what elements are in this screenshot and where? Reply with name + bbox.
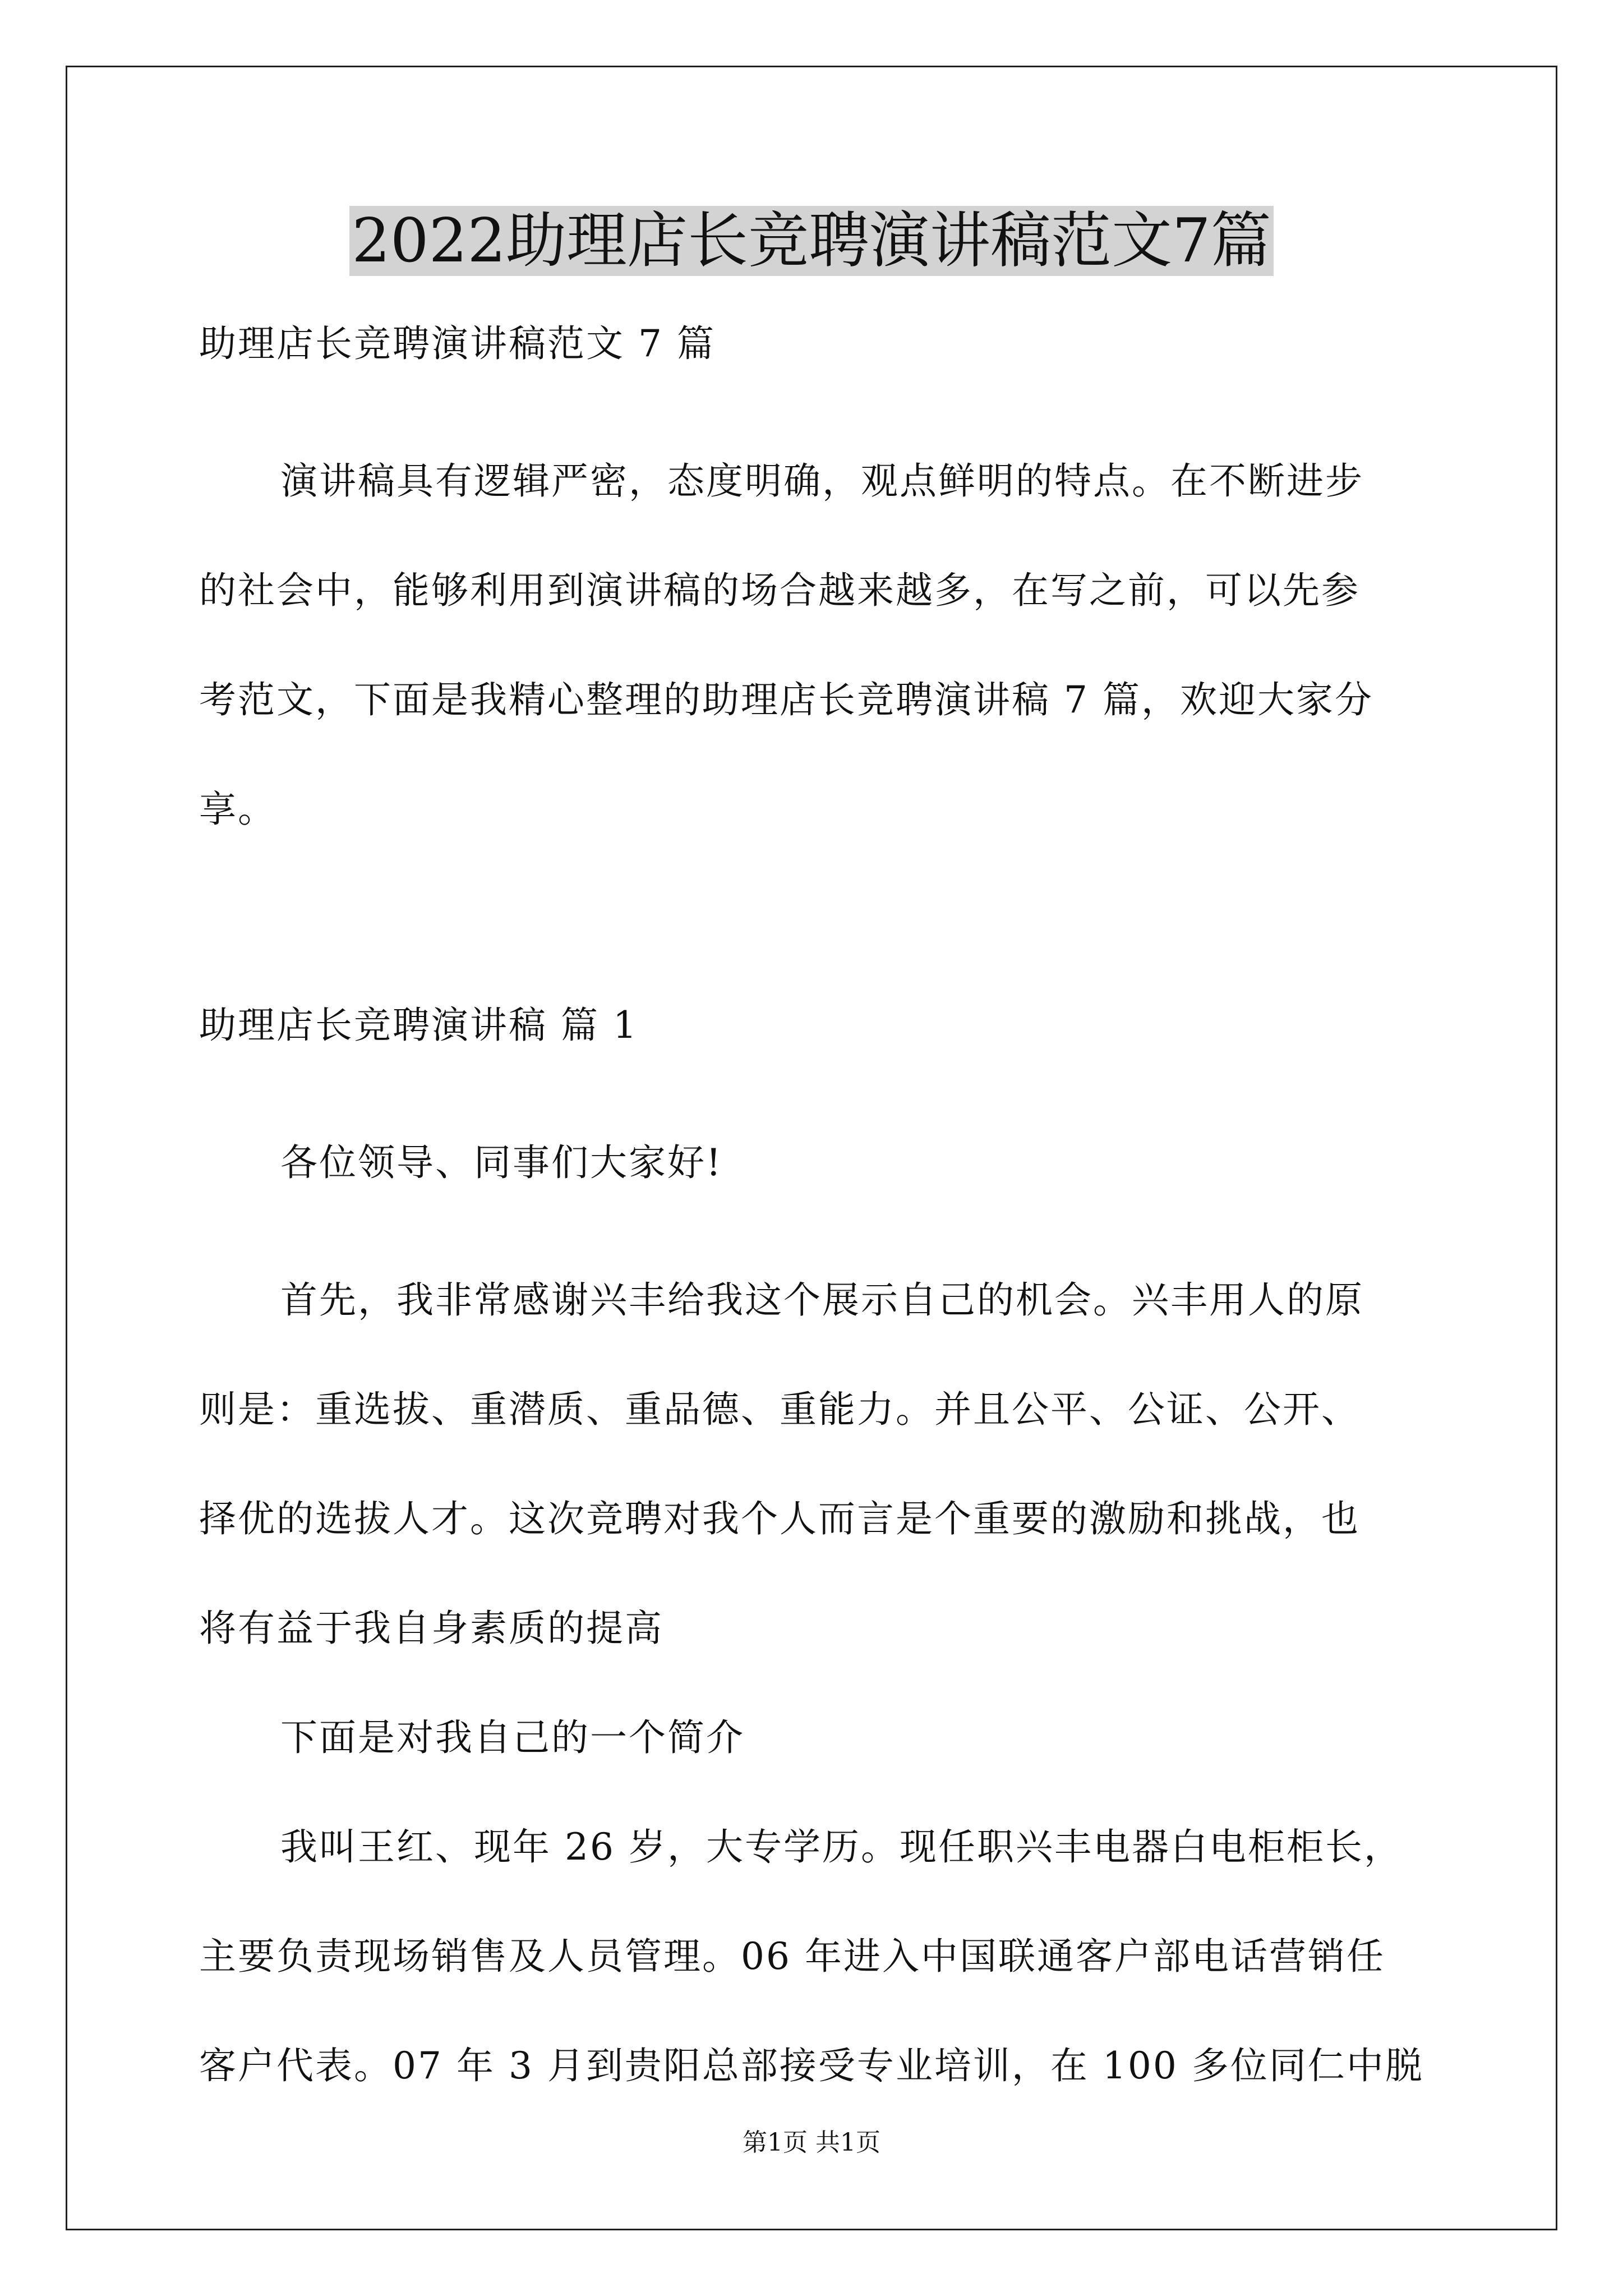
greeting-line: 各位领导、同事们大家好! xyxy=(280,1141,723,1184)
intro-line-1: 演讲稿具有逻辑严密，态度明确，观点鲜明的特点。在不断进步 xyxy=(280,459,1364,503)
body-line-3: 择优的选拔人才。这次竞聘对我个人而言是个重要的激励和挑战，也 xyxy=(199,1497,1360,1540)
body-line-6: 我叫王红、现年 26 岁，大专学历。现任职兴丰电器白电柜柜长， xyxy=(280,1825,1403,1869)
body-line-5: 下面是对我自己的一个简介 xyxy=(280,1716,745,1759)
intro-line-2: 的社会中，能够利用到演讲稿的场合越来越多，在写之前，可以先参 xyxy=(199,569,1360,612)
page-number-footer: 第1页 共1页 xyxy=(743,2128,880,2157)
intro-line-4: 享。 xyxy=(199,788,276,831)
body-line-4: 将有益于我自身素质的提高 xyxy=(199,1607,663,1650)
body-line-7: 主要负责现场销售及人员管理。06 年进入中国联通客户部电话营销任 xyxy=(199,1935,1385,1978)
section-heading: 助理店长竞聘演讲稿 篇 1 xyxy=(199,1004,638,1047)
body-line-8: 客户代表。07 年 3 月到贵阳总部接受专业培训，在 100 多位同仁中脱 xyxy=(199,2044,1424,2087)
intro-line-3: 考范文，下面是我精心整理的助理店长竞聘演讲稿 7 篇，欢迎大家分 xyxy=(199,678,1373,721)
body-line-2: 则是：重选拔、重潜质、重品德、重能力。并且公平、公证、公开、 xyxy=(199,1388,1360,1431)
document-title: 2022助理店长竞聘演讲稿范文7篇 xyxy=(0,199,1623,283)
body-line-1: 首先，我非常感谢兴丰给我这个展示自己的机会。兴丰用人的原 xyxy=(280,1278,1364,1322)
subtitle-line: 助理店长竞聘演讲稿范文 7 篇 xyxy=(199,322,716,365)
